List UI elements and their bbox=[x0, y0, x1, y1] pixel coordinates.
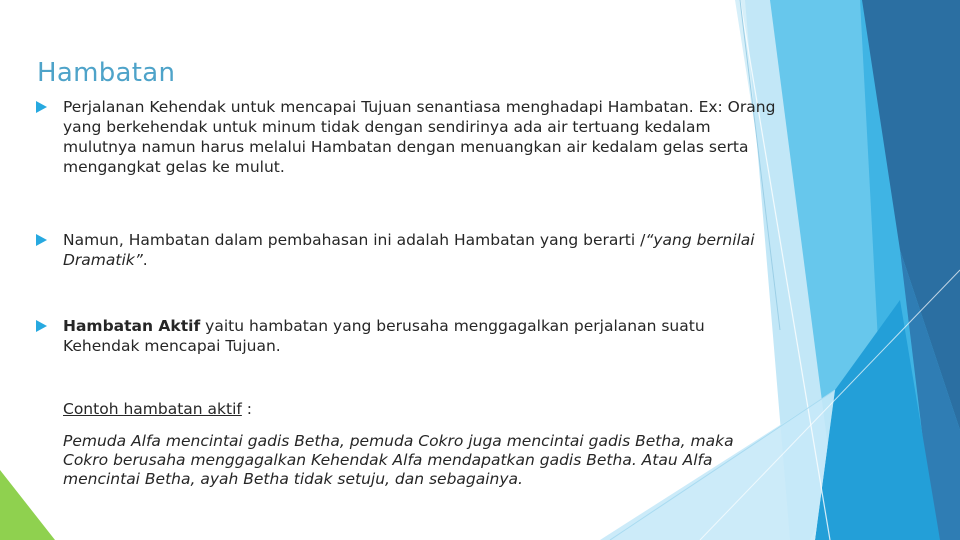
bullet-text bbox=[63, 316, 776, 356]
triangle-right-icon bbox=[36, 234, 47, 246]
bullet-item bbox=[36, 316, 776, 356]
example-label-suffix: : bbox=[241, 400, 253, 418]
slide-title: Hambatan bbox=[37, 58, 176, 88]
example-text: Pemuda Alfa mencintai gadis Betha, pemuda Cokro juga mencintai gadis Betha, maka Cokro berusaha menggagalkan Kehendak Alfa mendapatkan gadis Betha. Atau Alfa mencintai Betha, ayah Betha tidak setuju, dan sebagainya. bbox=[63, 432, 734, 488]
bullet-text-after: . bbox=[142, 251, 148, 269]
triangle-right-icon bbox=[36, 320, 47, 332]
triangle-right-icon bbox=[36, 101, 47, 113]
bullet-text: Perjalanan Kehendak untuk mencapai Tujuan senantiasa menghadapi Hambatan. Ex: Orang yang berkehendak untuk minum tidak dengan sendirinya ada air tertuang kedalam mulutnya namun harus melalui Hambatan dengan menuangkan air kedalam gelas serta mengangkat gelas ke mulut. bbox=[63, 98, 776, 176]
example-label-part1: Contoh bbox=[63, 400, 124, 418]
bullet-item bbox=[36, 97, 776, 177]
bullet-item bbox=[36, 230, 776, 270]
bullet-text bbox=[63, 230, 776, 270]
example-label-part2: hambatan aktif bbox=[123, 400, 242, 418]
deco-corner-green bbox=[0, 470, 55, 540]
bullet-text-before: Namun, Hambatan dalam pembahasan ini adalah Hambatan yang berarti / bbox=[63, 231, 646, 249]
bullet-text-bold: Hambatan Aktif bbox=[63, 317, 201, 335]
bullet-text-italic: “yang bernilai Dramatik” bbox=[63, 231, 755, 269]
bullet-text-rest: yaitu hambatan yang berusaha menggagalkan perjalanan suatu Kehendak mencapai Tujuan. bbox=[63, 317, 705, 355]
example-label bbox=[63, 400, 252, 418]
